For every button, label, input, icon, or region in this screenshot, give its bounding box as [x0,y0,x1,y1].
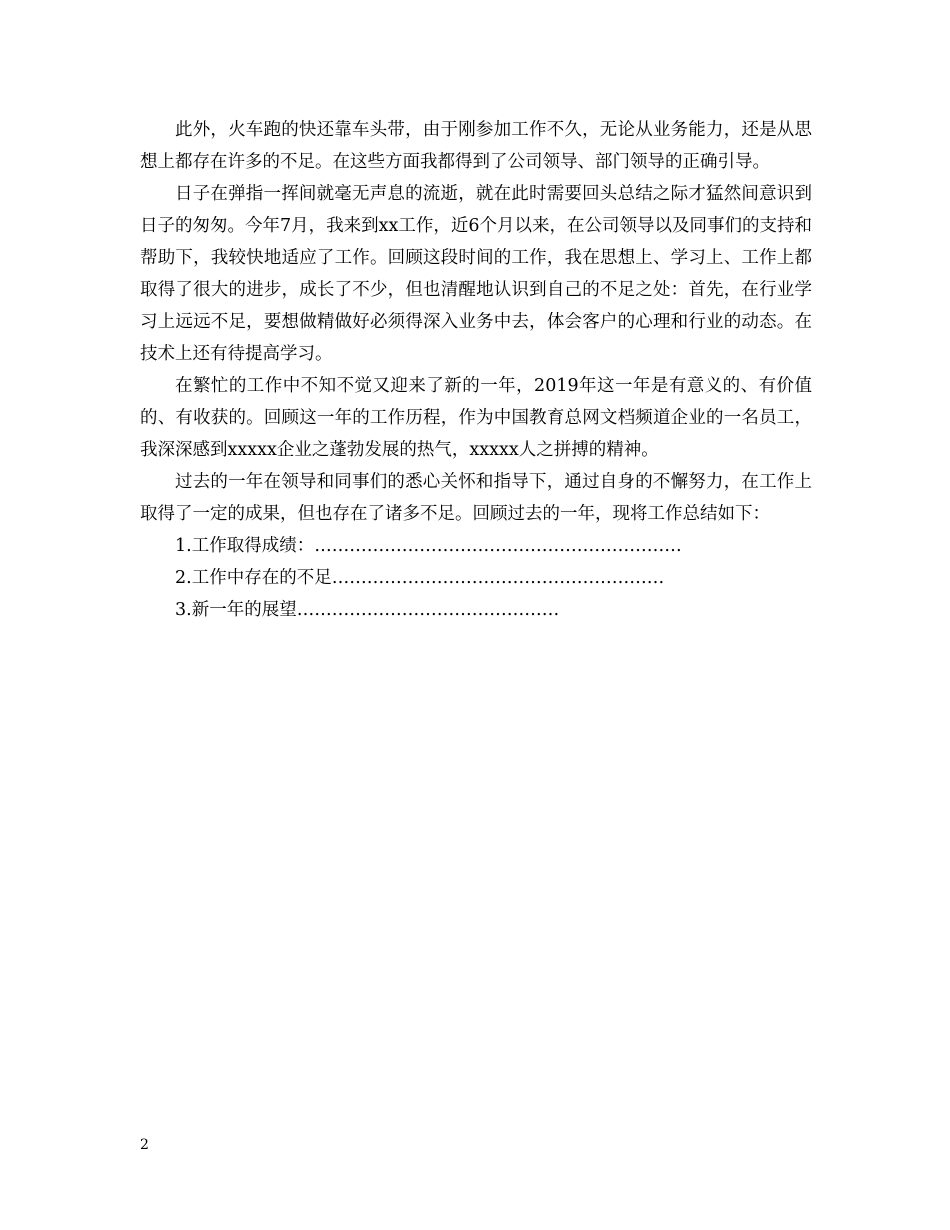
outline-item-shortcomings: 2.工作中存在的不足………………………………………………… [175,568,665,588]
paragraph-4: 过去的一年在领导和同事们的悉心关怀和指导下，通过自身的不懈努力，在工作上取得了一定的成果，但也存在了诸多不足。回顾过去的一年，现将工作总结如下： [140,472,812,524]
page-number: 2 [140,1137,149,1153]
outline-item-achievements: 1.工作取得成绩：……………………………………………………… [175,536,682,556]
paragraph-1: 此外，火车跑的快还靠车头带，由于刚参加工作不久，无论从业务能力，还是从思想上都存在许多的不足。在这些方面我都得到了公司领导、部门领导的正确引导。 [140,120,812,172]
document-body [140,114,812,626]
outline-item-outlook: 3.新一年的展望……………………………………… [175,600,560,620]
paragraph-3: 在繁忙的工作中不知不觉又迎来了新的一年，2019年这一年是有意义的、有价值的、有收获的。回顾这一年的工作历程，作为中国教育总网文档频道企业的一名员工，我深深感到xxxxx企业之蓬勃发展的热气，xxxxx人之拼搏的精神。 [140,376,812,460]
paragraph-2: 日子在弹指一挥间就毫无声息的流逝，就在此时需要回头总结之际才猛然间意识到日子的匆匆。今年7月，我来到xx工作，近6个月以来，在公司领导以及同事们的支持和帮助下，我较快地适应了工作。回顾这段时间的工作，我在思想上、学习上、工作上都取得了很大的进步，成长了不少，但也清醒地认识到自己的不足之处：首先，在行业学习上远远不足，要想做精做好必须得深入业务中去，体会客户的心理和行业的动态。在技术上还有待提高学习。 [140,184,813,364]
